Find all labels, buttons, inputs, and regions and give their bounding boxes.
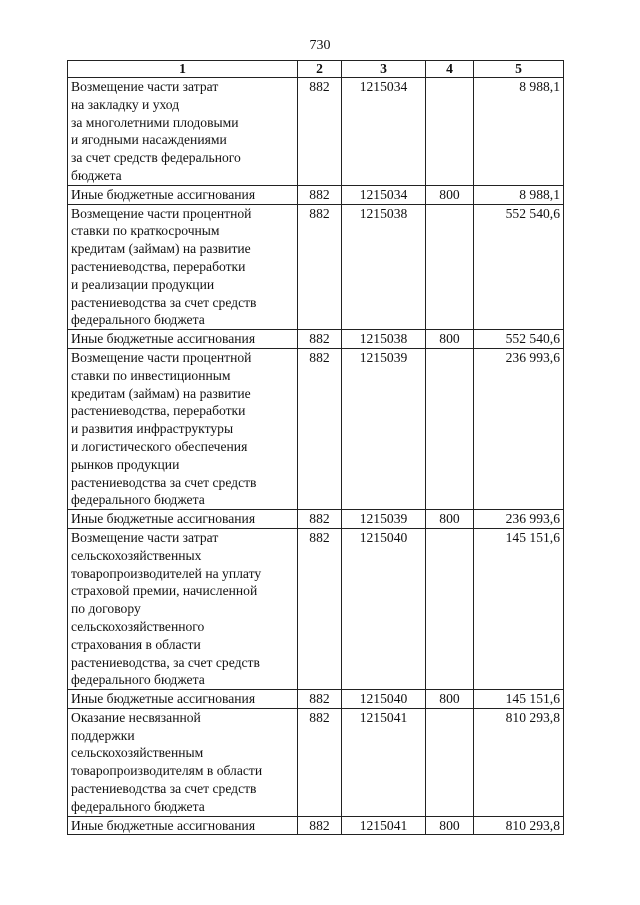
amount-cell: 552 540,6	[474, 204, 564, 330]
target-code-cell: 1215039	[342, 348, 426, 509]
expense-name-cell: Иные бюджетные ассигнования	[68, 510, 298, 529]
expense-name-cell: Иные бюджетные ассигнования	[68, 330, 298, 349]
amount-cell: 8 988,1	[474, 78, 564, 186]
ministry-code-cell: 882	[298, 510, 342, 529]
table-row	[68, 185, 564, 204]
expense-type-cell: 800	[426, 510, 474, 529]
amount-cell: 145 151,6	[474, 528, 564, 689]
ministry-code-cell: 882	[298, 330, 342, 349]
expense-name-cell: Возмещение части затрат сельскохозяйственных товаропроизводителей на уплату страховой премии, начисленной по договору сельскохозяйственного страхования в области растениеводства, за счет средств федерального бюджета	[68, 528, 298, 689]
expense-type-cell	[426, 348, 474, 509]
expense-name-cell: Оказание несвязанной поддержки сельскохозяйственным товаропроизводителям в области растениеводства за счет средств федерального бюджета	[68, 708, 298, 816]
table-row	[68, 528, 564, 689]
expense-type-cell	[426, 78, 474, 186]
expense-name-cell: Иные бюджетные ассигнования	[68, 816, 298, 835]
header-col-2: 2	[298, 61, 342, 78]
expense-name-cell: Иные бюджетные ассигнования	[68, 690, 298, 709]
table-row	[68, 690, 564, 709]
target-code-cell: 1215034	[342, 78, 426, 186]
table-row	[68, 78, 564, 186]
expense-type-cell: 800	[426, 690, 474, 709]
header-col-3: 3	[342, 61, 426, 78]
table-header	[68, 61, 564, 78]
amount-cell: 8 988,1	[474, 185, 564, 204]
ministry-code-cell: 882	[298, 708, 342, 816]
ministry-code-cell: 882	[298, 528, 342, 689]
header-row	[68, 61, 564, 78]
expense-type-cell: 800	[426, 330, 474, 349]
table-row	[68, 510, 564, 529]
header-col-5: 5	[474, 61, 564, 78]
target-code-cell: 1215034	[342, 185, 426, 204]
expense-type-cell: 800	[426, 816, 474, 835]
amount-cell: 810 293,8	[474, 708, 564, 816]
target-code-cell: 1215038	[342, 330, 426, 349]
expense-name-cell: Иные бюджетные ассигнования	[68, 185, 298, 204]
ministry-code-cell: 882	[298, 348, 342, 509]
target-code-cell: 1215041	[342, 816, 426, 835]
amount-cell: 236 993,6	[474, 348, 564, 509]
amount-cell: 552 540,6	[474, 330, 564, 349]
expense-name-cell: Возмещение части затрат на закладку и уход за многолетними плодовыми и ягодными насаждениями за счет средств федерального бюджета	[68, 78, 298, 186]
amount-cell: 810 293,8	[474, 816, 564, 835]
amount-cell: 236 993,6	[474, 510, 564, 529]
target-code-cell: 1215040	[342, 690, 426, 709]
amount-cell: 145 151,6	[474, 690, 564, 709]
page-number: 730	[309, 38, 331, 53]
target-code-cell: 1215038	[342, 204, 426, 330]
target-code-cell: 1215040	[342, 528, 426, 689]
header-col-4: 4	[426, 61, 474, 78]
table-row	[68, 708, 564, 816]
target-code-cell: 1215039	[342, 510, 426, 529]
expense-type-cell: 800	[426, 185, 474, 204]
ministry-code-cell: 882	[298, 204, 342, 330]
table-body	[68, 78, 564, 835]
table-row	[68, 348, 564, 509]
expense-type-cell	[426, 708, 474, 816]
budget-table	[67, 60, 564, 835]
expense-type-cell	[426, 528, 474, 689]
expense-name-cell: Возмещение части процентной ставки по инвестиционным кредитам (займам) на развитие растениеводства, переработки и развития инфраструктуры и логистического обеспечения рынков продукции растениеводства за счет средств федерального бюджета	[68, 348, 298, 509]
header-col-1: 1	[68, 61, 298, 78]
expense-name-cell: Возмещение части процентной ставки по краткосрочным кредитам (займам) на развитие растениеводства, переработки и реализации продукции растениеводства за счет средств федерального бюджета	[68, 204, 298, 330]
table-row	[68, 204, 564, 330]
table-row	[68, 816, 564, 835]
expense-type-cell	[426, 204, 474, 330]
target-code-cell: 1215041	[342, 708, 426, 816]
ministry-code-cell: 882	[298, 690, 342, 709]
ministry-code-cell: 882	[298, 185, 342, 204]
table-row	[68, 330, 564, 349]
ministry-code-cell: 882	[298, 816, 342, 835]
ministry-code-cell: 882	[298, 78, 342, 186]
